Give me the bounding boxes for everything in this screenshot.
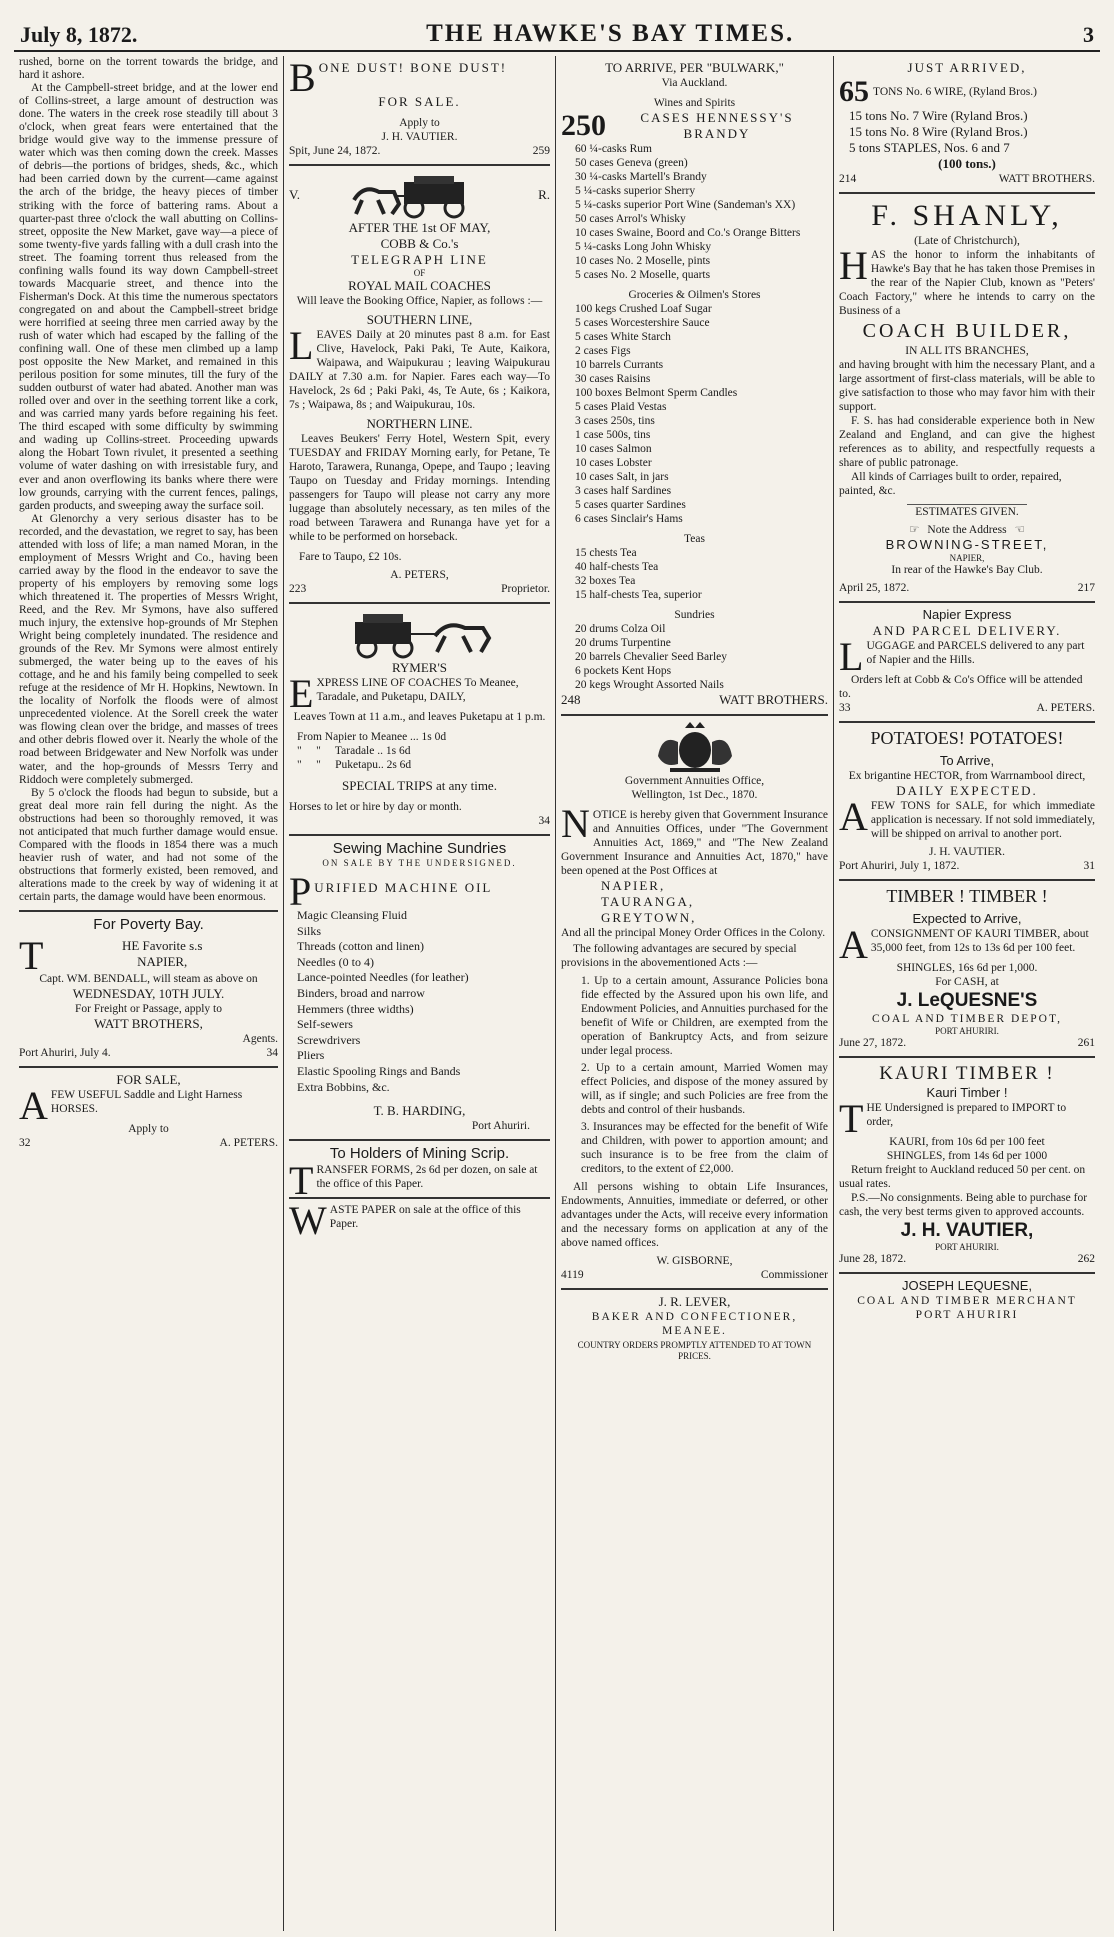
list-item: Hemmers (three widths) xyxy=(297,1001,414,1016)
ad-line: (100 tons.) xyxy=(938,156,996,171)
article-paragraph: By 5 o'clock the floods had begun to subside, but a great deal more rain fell during the night. As the obstructions had been so thoroughly removed, it was not anticipated that much further damage would ensue. Compared with the floods in 1854 there was a much heavier rush of water, and had not some of the obstructions that formerly existed, been removed, and alterations made to the creek by way of widening it at certain parts, the damage would have been enormous. xyxy=(19,786,278,903)
list-item: 40 half-chests Tea xyxy=(575,561,659,573)
list-item: 10 cases Salt, in jars xyxy=(575,471,669,483)
list-item: 15 chests Tea xyxy=(575,547,637,559)
ad-number: 248 xyxy=(561,692,581,707)
ad-signature: T. B. HARDING, xyxy=(373,1103,466,1119)
ad-signature: A. PETERS. xyxy=(219,1137,278,1150)
list-item: 15 tons No. 7 Wire (Ryland Bros.) xyxy=(849,108,1028,123)
ad-joseph-lequesne xyxy=(839,1274,1095,1328)
ad-poverty-bay xyxy=(19,912,278,1068)
ad-place: Port Ahuriri, July 4. xyxy=(19,1047,111,1060)
list-item: 5 cases Plaid Vestas xyxy=(575,401,667,413)
list-item: 10 cases Salmon xyxy=(575,443,652,455)
ad-signature: WATT BROTHERS. xyxy=(998,173,1095,185)
ad-shanly-coach-builder xyxy=(839,194,1095,603)
ad-number: 217 xyxy=(1077,582,1095,594)
ad-line: SHINGLES, 16s 6d per 1,000. xyxy=(896,962,1038,974)
ad-text: P.S.—No consignments. Being able to purchase for cash, the very best terms given to approved accounts. xyxy=(839,1192,1088,1218)
ad-number: 262 xyxy=(1077,1253,1095,1265)
route-text: EAVES Daily at 20 minutes past 8 a.m. for East Clive, Havelock, Paki Paki, Te Aute, Kaikora, Waipawa, and Waipukurau ; leaving Waipukurau DAILY at 7.30 a.m. for Napier. Fares each way—To Havelock, 2s 6d ; Paki Paki, 4s, Te Aute, 6s ; Kaikora, 7s ; Waipawa, 8s ; and Waipukurau, 10s. xyxy=(289,329,550,411)
ad-just-arrived-wire xyxy=(839,56,1095,194)
list-item: 20 drums Turpentine xyxy=(575,637,671,649)
ad-signature: W. GISBORNE, xyxy=(656,1255,733,1267)
ad-heading: Napier Express xyxy=(922,607,1012,622)
ad-line: COAL AND TIMBER MERCHANT xyxy=(857,1295,1077,1307)
article-paragraph: At the Campbell-street bridge, and at the lower end of Collins-street, a large amount of destruction was done. The waters in the creek rose steadily till about 3 o'clock, when great fears were entertained that the bridge would give way to the immense pressure of water which was then coming down the creek. Masses of debris—the portions of bridges, sheds, &c., which had been carried down by the current—came against the arch of the bridge, the heavy pieces of timber striking with the force of battering rams. About a quarter-past three o'clock the wall abutting on Collins-street, opposite the New Market, gave way—a piece of some twenty-five yards falling with a dull crash into the street. The foaming torrent thus released from the confining walls found its way down Campbell-street towards Macquarie street, and thence into the Fisherman's Dock. At this time the numerous spectators congregated on and about the Campbell-street bridge were horrified at seeing three men carried away by the rush of water which had escaped by the falling of the confining wall. One of these men climbed up a lamp post opposite the New Market, and remained in this perilous position for some minutes, till the fury of the sudden outburst of water had abated. Another man was rolled over and over in the seething torrent like a cork, and was carried many yards before regaining his feet. The third escaped with some difficulty by swimming and wading up Collins-street. Proceeding upwards along the Hobart Town rivulet, it presented a seething volume of water dashing on with irresistable fury, and ever and anon overflowing its banks where there were low grounds, carrying with the current fences, palings, garden products, and sweeping away the surface soil. xyxy=(19,82,278,512)
list-item: 20 barrels Chevalier Seed Barley xyxy=(575,651,727,663)
list-item: 20 drums Colza Oil xyxy=(575,623,666,635)
column-4 xyxy=(834,56,1100,1931)
ad-line: COBB & Co.'s xyxy=(380,236,459,251)
monogram-right: R. xyxy=(538,187,550,202)
ad-text: And all the principal Money Order Offices in the Colony. xyxy=(561,927,826,939)
ad-bulwark-cargo xyxy=(561,56,828,716)
list-item: 6 pockets Kent Hops xyxy=(575,665,672,677)
coach-illustration-icon xyxy=(344,170,494,220)
fare-line: " " Puketapu.. 2s 6d xyxy=(297,759,412,771)
page-number: 3 xyxy=(1082,22,1094,47)
ad-date: June 27, 1872. xyxy=(839,1037,907,1049)
ad-line: In rear of the Hawke's Bay Club. xyxy=(891,564,1043,576)
list-item: 100 boxes Belmont Sperm Candles xyxy=(575,387,738,399)
pointing-hand-icon: ☞ xyxy=(909,524,920,536)
ad-line: SHINGLES, from 14s 6d per 1000 xyxy=(886,1150,1048,1162)
list-item: Threads (cotton and linen) xyxy=(297,939,424,954)
ad-signature: J. H. VAUTIER. xyxy=(929,846,1005,858)
ad-heading: Sewing Machine Sundries xyxy=(332,840,507,857)
ad-line: COACH BUILDER, xyxy=(862,320,1072,342)
list-item: 100 kegs Crushed Loaf Sugar xyxy=(575,303,712,315)
ad-bone-dust xyxy=(289,56,550,166)
ad-line: Will leave the Booking Office, Napier, as follows :— xyxy=(296,295,543,307)
ad-line: BAKER AND CONFECTIONER, xyxy=(591,1311,798,1323)
royal-coat-of-arms-icon xyxy=(640,720,750,774)
office-place: TAURANGA, xyxy=(601,894,695,909)
ad-heading: TO ARRIVE, PER "BULWARK," xyxy=(605,60,784,75)
ad-number: 214 xyxy=(839,173,857,185)
list-item: 60 ¼-casks Rum xyxy=(575,143,652,155)
article-paragraph: At Glenorchy a very serious disaster has to be recorded, and the devastation, we regret to say, has been attended with loss of life; a man named Moran, in the employment of Messrs Wright and Co., having been carried away by the flood in the endeavor to save the property of his employers by removing some logs which threatened it. The properties of Messrs Wright, Reed, and the Rev. Mr Symons, have also suffered much injury, the extensive hop-grounds of Mr Stephen Wright being completely inundated. The residence and grounds of the Rev. Mr Symons were almost entirely submerged, the water being up to the eaves of his cottage, and he and his family being compelled to seek refuge at the residence of Mr H. Hopkins, Newtown. In the locality of Norfolk the floods were of almost unprecedented violence. At the Sorell creek the water was flowing clean over the bridge, and masses of trees and other debris flowed over it. Nearly the whole of the road between Bridgewater and New Norfolk was under water, and the hop-grounds of Messrs Terry and Riddoch were completely submerged. xyxy=(19,512,278,786)
ad-text: All persons wishing to obtain Life Insurances, Endowments, Annuities, immediate or deferred, or other advantages under the Acts, will receive every information and the necessary forms on application at any of the above named offices. xyxy=(561,1181,828,1249)
drop-cap: P xyxy=(289,869,312,914)
route-text: Leaves Beukers' Ferry Hotel, Western Spit, every TUESDAY and FRIDAY Morning early, for Petane, Te Haroto, Tarawera, Runanga, Opepe, and Taupo ; leaving Taupo on Tuesday and Friday mornings. Intending passengers for Taupo will please not carry any more luggage than absolutely necessary, as ten miles of the road between Tarawera and Runanga have yet for a while to be performed on horseback. xyxy=(289,433,550,543)
list-item: 5 cases quarter Sardines xyxy=(575,499,686,511)
list-item: 10 cases No. 2 Moselle, pints xyxy=(575,255,711,267)
list-item: Needles (0 to 4) xyxy=(297,954,374,969)
ad-line: PORT AHURIRI xyxy=(915,1309,1019,1321)
fare-line: From Napier to Meanee ... 1s 0d xyxy=(297,731,447,743)
ad-line: TONS No. 6 WIRE, (Ryland Bros.) xyxy=(873,86,1037,98)
ad-line: FOR SALE. xyxy=(378,94,461,109)
merchant-name: J. LeQUESNE'S xyxy=(896,990,1038,1011)
ad-heading: F. SHANLY, xyxy=(871,199,1063,232)
ad-heading: J. R. LEVER, xyxy=(658,1294,731,1309)
drop-cap: H xyxy=(839,243,868,288)
drop-cap: N xyxy=(561,801,590,846)
ad-number: 223 xyxy=(289,583,307,595)
column-2 xyxy=(284,56,556,1931)
list-item: 5 cases White Starch xyxy=(575,331,671,343)
ad-number: 4119 xyxy=(561,1269,584,1281)
ad-heading: KAURI TIMBER ! xyxy=(879,1063,1055,1084)
section-heading: Groceries & Oilmen's Stores xyxy=(628,289,761,301)
ad-subheading: AND PARCEL DELIVERY. xyxy=(872,623,1062,638)
ad-text: AS the honor to inform the inhabitants of Hawke's Bay that he has taken those Premises in the rear of the Napier Club, known as "Peters' Coach Factory," where he intends to carry on the Business of a xyxy=(839,249,1095,317)
ad-role: Commissioner xyxy=(760,1269,828,1281)
list-item: 15 half-chests Tea, superior xyxy=(575,589,702,601)
ad-kauri-timber xyxy=(839,1058,1095,1274)
big-quantity: 65 xyxy=(839,75,869,108)
ad-date: June 28, 1872. xyxy=(839,1253,907,1265)
ad-text: CONSIGNMENT OF KAURI TIMBER, about 35,000 feet, from 12s to 13s 6d per 100 feet. xyxy=(870,928,1089,954)
list-item: 1. Up to a certain amount, Assurance Policies bona fide effected by the Assured upon his own life, and Endowment Policies, and Annuities purchased for the benefit of Wife or Children, are exempted from the operation of Bankruptcy Acts, and from seizure under legal process. xyxy=(581,975,828,1057)
ad-heading: ONE DUST! BONE DUST! xyxy=(318,60,508,75)
ad-heading: TIMBER ! TIMBER ! xyxy=(886,886,1048,906)
ad-heading: JUST ARRIVED, xyxy=(907,60,1027,75)
drop-cap: A xyxy=(19,1083,48,1129)
ad-role: Proprietor. xyxy=(501,583,550,595)
ad-signature: WATT BROTHERS. xyxy=(719,692,828,707)
list-item: 3. Insurances may be effected for the benefit of Wife and Children, with power to apportion amount; and such insurance is to be free from the claim of creditors, to the extent of £2,000. xyxy=(581,1121,828,1175)
ad-text: Orders left at Cobb & Co's Office will be attended to. xyxy=(839,674,1083,700)
list-item: 3 cases half Sardines xyxy=(575,485,672,497)
list-item: Silks xyxy=(297,923,322,938)
ad-potatoes xyxy=(839,723,1095,881)
ad-line: For CASH, at xyxy=(935,976,999,988)
drop-cap: T xyxy=(289,1158,314,1204)
ad-number: 261 xyxy=(1077,1037,1095,1049)
ad-line: Apply to xyxy=(128,1123,169,1136)
ad-mining-scrip xyxy=(289,1141,550,1204)
masthead xyxy=(14,0,1100,52)
ad-text: The following advantages are secured by special provisions in the abovementioned Acts :— xyxy=(561,943,797,969)
coach-illustration-icon xyxy=(335,608,505,660)
ship-name: NAPIER, xyxy=(137,954,188,970)
ad-heading: Government Annuities Office, xyxy=(624,775,765,787)
list-item: 10 cases Swaine, Boord and Co.'s Orange Bitters xyxy=(575,227,801,239)
drop-cap: T xyxy=(19,933,44,979)
ad-line: TELEGRAPH LINE xyxy=(351,252,488,267)
ad-signature: J. H. VAUTIER. xyxy=(381,131,458,143)
list-item: 32 boxes Tea xyxy=(575,575,636,587)
ad-line: MEANEE. xyxy=(662,1325,727,1337)
ad-line: Return freight to Auckland reduced 50 per cent. on usual rates. xyxy=(839,1164,1086,1190)
list-item: Self-sewers xyxy=(297,1017,353,1032)
ad-number: 32 xyxy=(19,1137,31,1150)
ad-heading: FOR SALE, xyxy=(116,1072,181,1088)
ad-line: KAURI, from 10s 6d per 100 feet xyxy=(889,1136,1045,1148)
ad-lever-baker xyxy=(561,1290,828,1368)
tea-list xyxy=(561,546,828,602)
ad-text: All kinds of Carriages built to order, repaired, painted, &c. xyxy=(839,471,1062,497)
ad-number: 33 xyxy=(839,702,851,714)
ad-heading: To Holders of Mining Scrip. xyxy=(329,1145,510,1163)
drop-cap: L xyxy=(289,323,314,368)
list-item: 3 cases 250s, tins xyxy=(575,415,655,427)
fare-line: " " Taradale .. 1s 6d xyxy=(297,745,411,757)
ad-line: URIFIED MACHINE OIL xyxy=(314,880,493,895)
list-item: 2. Up to a certain amount, Married Women may effect Policies, and dispose of the money assured by will, as if single; and such Policies are free from the debts and control of their husbands. xyxy=(581,1062,828,1116)
route-heading: SOUTHERN LINE, xyxy=(366,312,473,327)
drop-cap: T xyxy=(839,1096,864,1141)
monogram-left: V. xyxy=(289,187,300,202)
ad-date: Wellington, 1st Dec., 1870. xyxy=(631,789,758,801)
ad-line: CASES HENNESSY'S BRANDY xyxy=(640,110,794,141)
ad-number: 31 xyxy=(1083,860,1095,872)
ad-line: Apply to xyxy=(399,117,440,129)
ad-line: For Freight or Passage, apply to xyxy=(75,1003,222,1016)
ad-line: OF xyxy=(413,268,426,278)
newspaper-title: THE HAWKE'S BAY TIMES. xyxy=(426,20,795,47)
ad-waste-paper xyxy=(289,1198,550,1244)
ad-for-sale-horses xyxy=(19,1068,278,1156)
ad-number: 34 xyxy=(538,815,550,827)
ad-text: RANSFER FORMS, 2s 6d per dozen, on sale at the office of this Paper. xyxy=(316,1164,538,1191)
list-item: Screwdrivers xyxy=(297,1032,361,1047)
ad-subheading: Via Auckland. xyxy=(661,77,728,89)
ad-line: NAPIER, xyxy=(949,553,985,563)
ad-line: Note the Address xyxy=(927,524,1007,536)
drop-cap: A xyxy=(839,794,868,839)
wine-list xyxy=(561,142,828,282)
pointing-hand-icon: ☜ xyxy=(1014,524,1025,536)
list-item: Pliers xyxy=(297,1048,325,1063)
ad-text: XPRESS LINE OF COACHES To Meanee, Taradale, and Puketapu, DAILY, xyxy=(316,677,519,703)
ad-timber xyxy=(839,881,1095,1058)
ad-subheading: To Arrive, xyxy=(939,753,995,768)
section-heading: Teas xyxy=(684,533,705,545)
ad-date: April 25, 1872. xyxy=(839,582,910,594)
list-item: 6 cases Sinclair's Hams xyxy=(575,513,683,525)
list-item: 2 cases Figs xyxy=(575,345,631,357)
ad-cobb-coaches xyxy=(289,166,550,604)
ad-line: PORT AHURIRI. xyxy=(935,1242,999,1252)
ad-text: and having brought with him the necessary Plant, and a large assortment of first-class materials, will be able to give satisfaction to those who may favor him with their support. xyxy=(839,359,1095,413)
ad-text: ASTE PAPER on sale at the office of this Paper. xyxy=(329,1204,521,1231)
list-item: 5 ¼-casks Long John Whisky xyxy=(575,241,712,253)
ad-line: COUNTRY ORDERS PROMPTLY ATTENDED TO AT TOWN PRICES. xyxy=(577,1340,812,1361)
merchant-name: J. H. VAUTIER, xyxy=(900,1220,1034,1241)
ad-rymer-coaches xyxy=(289,604,550,836)
list-item: Extra Bobbins, &c. xyxy=(297,1079,390,1094)
ad-line: COAL AND TIMBER DEPOT, xyxy=(871,1013,1063,1025)
ad-heading: RYMER'S xyxy=(391,660,448,675)
list-item: 50 cases Geneva (green) xyxy=(575,157,688,169)
ad-line: IN ALL ITS BRANCHES, xyxy=(905,345,1029,357)
ad-heading: POTATOES! POTATOES! xyxy=(870,728,1064,748)
ad-subheading: Expected to Arrive, xyxy=(912,911,1022,926)
ad-line: ESTIMATES GIVEN. xyxy=(915,506,1019,518)
ad-heading: AFTER THE 1st OF MAY, xyxy=(348,220,491,235)
ad-line: SPECIAL TRIPS at any time. xyxy=(342,778,497,793)
article-paragraph: rushed, borne on the torrent towards the bridge, and hard it ashore. xyxy=(19,56,278,82)
list-item: 10 cases Lobster xyxy=(575,457,652,469)
ad-subheading: (Late of Christchurch), xyxy=(914,235,1020,247)
ad-text: HE Undersigned is prepared to IMPORT to order, xyxy=(866,1102,1067,1128)
list-item: 10 barrels Currants xyxy=(575,359,664,371)
ad-text: UGGAGE and PARCELS delivered to any part of Napier and the Hills. xyxy=(866,640,1085,666)
ad-heading: For Poverty Bay. xyxy=(93,916,204,934)
ad-line: ROYAL MAIL COACHES xyxy=(348,278,491,293)
drop-cap: W xyxy=(289,1198,327,1244)
list-item: Lance-pointed Needles (for leather) xyxy=(297,970,469,985)
office-place: GREYTOWN, xyxy=(601,910,697,925)
ad-government-annuities xyxy=(561,716,828,1290)
drop-cap: B xyxy=(289,56,316,100)
ad-line: Agents. xyxy=(242,1033,278,1046)
list-item: 5 cases Worcestershire Sauce xyxy=(575,317,710,329)
ad-address: BROWNING-STREET, xyxy=(885,537,1049,552)
section-heading: Wines and Spirits xyxy=(653,97,736,109)
columns xyxy=(14,56,1100,1931)
fare-line: Fare to Taupo, £2 10s. xyxy=(299,551,402,563)
ad-line: DAILY EXPECTED. xyxy=(896,783,1038,798)
list-item: 5 ¼-casks superior Sherry xyxy=(575,185,696,197)
ad-place: Spit, June 24, 1872. xyxy=(289,145,381,157)
ad-sewing-sundries xyxy=(289,836,550,1141)
list-item: 1 case 500s, tins xyxy=(575,429,651,441)
office-place: NAPIER, xyxy=(601,878,666,893)
sundries-list xyxy=(289,908,550,1095)
list-item: 15 tons No. 8 Wire (Ryland Bros.) xyxy=(849,124,1028,139)
ad-heading: JOSEPH LEQUESNE, xyxy=(901,1278,1033,1293)
ad-napier-express xyxy=(839,603,1095,723)
ad-subheading: ON SALE BY THE UNDERSIGNED. xyxy=(322,858,517,868)
sundries-list xyxy=(561,622,828,692)
ad-place: Port Ahuriri, July 1, 1872. xyxy=(839,860,960,872)
ad-signature: A. PETERS, xyxy=(390,569,449,581)
sailing-date: WEDNESDAY, 10TH JULY. xyxy=(72,986,225,1002)
ad-number: 259 xyxy=(532,145,550,157)
list-item: 5 ¼-casks superior Port Wine (Sandeman's XX) xyxy=(575,199,796,211)
ad-agent: WATT BROTHERS, xyxy=(94,1016,203,1032)
ad-text: Leaves Town at 11 a.m., and leaves Puketapu at 1 p.m. xyxy=(293,711,546,723)
column-3 xyxy=(556,56,834,1931)
list-item: 30 ¼-casks Martell's Brandy xyxy=(575,171,707,183)
route-heading: NORTHERN LINE. xyxy=(366,416,473,431)
ad-text: FEW TONS for SALE, for which immediate application is necessary. If not sold immediately, will be shipped on arrival to another port. xyxy=(870,800,1095,840)
ad-line: Ex brigantine HECTOR, from Warrnambool direct, xyxy=(848,770,1086,782)
ad-signature: A. PETERS. xyxy=(1036,702,1095,714)
list-item: 20 kegs Wrought Assorted Nails xyxy=(575,679,724,691)
ad-subheading: Kauri Timber ! xyxy=(926,1085,1008,1100)
ad-line: PORT AHURIRI. xyxy=(935,1026,999,1036)
list-item: 50 cases Arrol's Whisky xyxy=(575,213,686,225)
ad-line: HE Favorite s.s xyxy=(121,938,203,954)
issue-date: July 8, 1872. xyxy=(20,22,138,47)
list-item: Elastic Spooling Rings and Bands xyxy=(297,1063,461,1078)
flood-article xyxy=(19,56,278,904)
drop-cap: L xyxy=(839,634,864,679)
ad-text: F. S. has had considerable experience both in New Zealand and England, and can give the highest references as to ability, and respectfully requests a share of public patronage. xyxy=(839,415,1095,469)
drop-cap: A xyxy=(839,922,868,967)
big-quantity: 250 xyxy=(561,109,606,142)
ad-text: OTICE is hereby given that Government Insurance and Annuities Offices, under "The Government Annuities Act, 1869," and "The New Zealand Government Insurance and Annuities Act, 1870," have been opened at the Post Offices at xyxy=(561,809,828,877)
list-item: Binders, broad and narrow xyxy=(297,985,425,1000)
section-heading: Sundries xyxy=(674,609,715,621)
ad-place: Port Ahuriri. xyxy=(471,1120,530,1133)
list-item: Magic Cleansing Fluid xyxy=(297,908,407,922)
list-item: 30 cases Raisins xyxy=(575,373,651,385)
list-item: 5 cases No. 2 Moselle, quarts xyxy=(575,269,711,281)
grocery-list xyxy=(561,302,828,526)
list-item: 5 tons STAPLES, Nos. 6 and 7 xyxy=(849,140,1010,155)
ad-number: 34 xyxy=(266,1047,278,1060)
ad-line: Capt. WM. BENDALL, will steam as above on xyxy=(39,973,258,986)
column-1 xyxy=(14,56,284,1931)
drop-cap: E xyxy=(289,671,314,716)
ad-text: FEW USEFUL Saddle and Light Harness HORSES. xyxy=(50,1089,243,1116)
ad-line: Horses to let or hire by day or month. xyxy=(289,801,462,813)
